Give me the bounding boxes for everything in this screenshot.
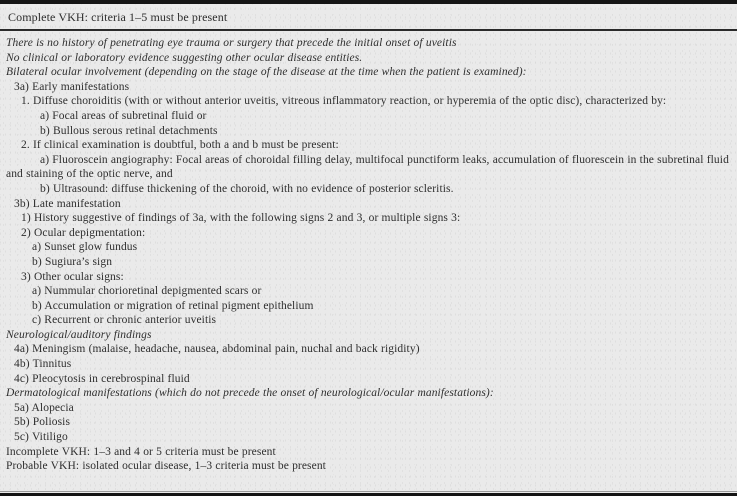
criteria-row: Neurological/auditory findings [6,328,152,341]
criteria-row: 4c) Pleocytosis in cerebrospinal fluid [14,372,190,385]
criteria-row: 1. Diffuse choroiditis (with or without anterior uveitis, vitreous inflammatory reaction, or hyperemia of the optic disc), characterized by: [21,95,667,108]
criteria-row: a) Nummular chorioretinal depigmented scars or [32,285,262,298]
criteria-row: 3b) Late manifestation [14,197,121,210]
criteria-row: 5b) Poliosis [14,416,71,429]
criteria-row: 2) Ocular depigmentation: [21,226,146,239]
criteria-row: No clinical or laboratory evidence suggesting other ocular disease entities. [6,51,363,64]
criteria-row: 4b) Tinnitus [14,358,72,371]
table-bottom-rule [0,491,737,496]
criteria-row: 2. If clinical examination is doubtful, both a and b must be present: [21,139,339,152]
criteria-row: 3a) Early manifestations [14,80,130,93]
criteria-row: 5a) Alopecia [14,401,74,414]
criteria-list [0,31,737,478]
criteria-row: b) Bullous serous retinal detachments [40,124,218,137]
criteria-row: Bilateral ocular involvement (depending on the stage of the disease at the time when the patient is examined): [6,66,527,79]
criteria-row: a) Fluoroscein angiography: Focal areas of choroidal filling delay, multifocal punctiform leaks, accumulation of fluorescein in the subretinal fluid and staining of the optic nerve, and [6,153,729,181]
criteria-row: 3) Other ocular signs: [21,270,124,283]
criteria-row: Incomplete VKH: 1–3 and 4 or 5 criteria must be present [6,445,276,458]
criteria-row: a) Sunset glow fundus [32,241,138,254]
criteria-row: 5c) Vitiligo [14,431,68,444]
criteria-row: Probable VKH: isolated ocular disease, 1–3 criteria must be present [6,460,326,473]
criteria-row: b) Ultrasound: diffuse thickening of the choroid, with no evidence of posterior scleritis. [40,182,454,195]
criteria-row: b) Accumulation or migration of retinal pigment epithelium [32,299,314,312]
criteria-row: There is no history of penetrating eye trauma or surgery that precede the initial onset of uveitis [6,37,457,49]
criteria-row: b) Sugiura’s sign [32,255,113,268]
criteria-row: c) Recurrent or chronic anterior uveitis [32,314,217,327]
criteria-row: a) Focal areas of subretinal fluid or [40,109,207,122]
criteria-row: Dermatological manifestations (which do not precede the onset of neurological/ocular manifestations): [6,387,494,400]
criteria-row: 1) History suggestive of findings of 3a, with the following signs 2 and 3, or multiple signs 3: [21,212,461,225]
criteria-row: 4a) Meningism (malaise, headache, nausea, abdominal pain, nuchal and back rigidity) [14,343,420,356]
table-header: Complete VKH: criteria 1–5 must be present [0,4,737,31]
